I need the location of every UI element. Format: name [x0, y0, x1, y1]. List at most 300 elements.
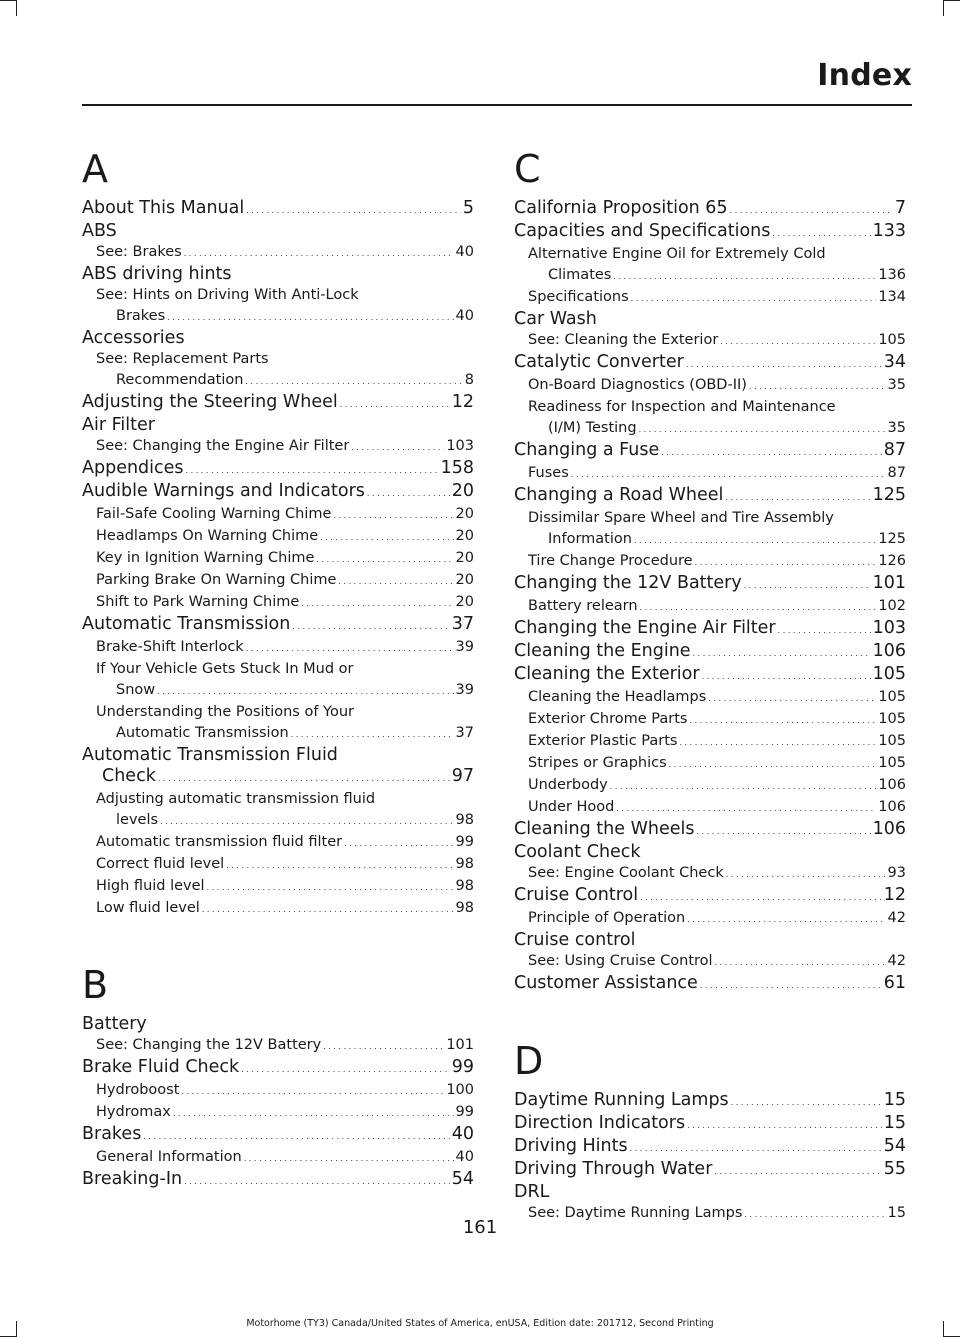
dot-leader — [693, 641, 871, 664]
page-ref: 105 — [872, 664, 906, 684]
index-entry[interactable] — [514, 352, 906, 375]
dot-leader — [157, 680, 453, 702]
page-ref: 7 — [894, 198, 906, 218]
page-number: 161 — [462, 1217, 498, 1238]
entry-text: Brake Fluid Check — [82, 1057, 240, 1077]
dot-leader — [571, 463, 886, 485]
entry-text: Cleaning the Wheels — [514, 819, 695, 839]
entry-text: Check — [102, 766, 156, 786]
section-letter: A — [82, 147, 108, 191]
index-subentry[interactable] — [514, 797, 906, 819]
dot-leader — [226, 854, 453, 876]
dot-leader — [669, 753, 877, 775]
entry-text: Alternative Engine Oil for Extremely Cold — [528, 246, 826, 262]
dot-leader — [143, 1124, 449, 1147]
section-gap — [514, 996, 906, 1022]
dot-leader — [320, 526, 453, 548]
dot-leader — [726, 863, 886, 885]
index-entry[interactable] — [82, 264, 474, 285]
page-ref: 93 — [887, 865, 906, 881]
page-ref: 15 — [883, 1113, 906, 1133]
dot-leader — [640, 596, 877, 618]
entry-text: (I/M) Testing — [548, 420, 637, 436]
entry-text: Battery relearn — [528, 598, 638, 614]
index-subentry[interactable] — [514, 596, 906, 618]
index-entry[interactable] — [82, 458, 474, 481]
dot-leader — [184, 1169, 450, 1192]
index-entry[interactable] — [82, 1014, 474, 1035]
entry-text: Brakes — [116, 308, 166, 324]
entry-text: See: Daytime Running Lamps — [528, 1205, 743, 1221]
index-entry[interactable] — [82, 481, 474, 504]
index-entry[interactable] — [514, 885, 906, 908]
dot-leader — [616, 797, 876, 819]
page-ref: 136 — [878, 267, 906, 283]
entry-text: Driving Through Water — [514, 1159, 713, 1179]
entry-text: If Your Vehicle Gets Stuck In Mud or — [96, 661, 354, 677]
dot-leader — [351, 436, 444, 458]
page-ref: 98 — [455, 812, 474, 828]
index-entry[interactable] — [514, 618, 906, 641]
dot-leader — [695, 551, 877, 573]
index-subentry[interactable] — [514, 397, 906, 440]
entry-text: See: Changing the 12V Battery — [96, 1037, 322, 1053]
entry-text: Adjusting the Steering Wheel — [82, 392, 338, 412]
index-entry[interactable] — [514, 1090, 906, 1113]
page-ref: 42 — [887, 953, 906, 969]
section-gap — [82, 920, 474, 946]
index-entry[interactable] — [82, 392, 474, 415]
entry-text: DRL — [514, 1182, 550, 1202]
page-ref: 61 — [883, 973, 906, 993]
page-ref: 99 — [455, 834, 474, 850]
index-column-left — [82, 130, 474, 1192]
dot-leader — [173, 1102, 454, 1124]
entry-text: Shift to Park Warning Chime — [96, 594, 300, 610]
entry-text: Low fluid level — [96, 900, 200, 916]
index-entry[interactable] — [514, 1159, 906, 1182]
entry-text: Correct fluid level — [96, 856, 225, 872]
entry-text: ABS driving hints — [82, 264, 232, 284]
index-subentry[interactable] — [82, 898, 474, 920]
page-ref: 103 — [872, 618, 906, 638]
entry-text: Catalytic Converter — [514, 352, 684, 372]
dot-leader — [367, 481, 450, 504]
index-subentry[interactable] — [82, 854, 474, 876]
index-subentry[interactable] — [514, 709, 906, 731]
entry-text: Brakes — [82, 1124, 142, 1144]
dot-leader — [160, 810, 454, 832]
index-subentry[interactable] — [82, 1035, 474, 1057]
index-subentry[interactable] — [82, 592, 474, 614]
entry-text: Hydromax — [96, 1104, 171, 1120]
dot-leader — [292, 614, 449, 637]
page-ref: 106 — [878, 777, 906, 793]
entry-text: See: Changing the Engine Air Filter — [96, 438, 350, 454]
dot-leader — [610, 775, 877, 797]
index-entry[interactable] — [514, 309, 906, 330]
dot-leader — [714, 1159, 881, 1182]
index-subentry[interactable] — [82, 570, 474, 592]
page-title: Index — [817, 58, 912, 93]
entry-text: Recommendation — [116, 372, 244, 388]
dot-leader — [749, 375, 886, 397]
dot-leader — [630, 1136, 882, 1159]
entry-text: Tire Change Procedure — [528, 553, 693, 569]
index-subentry[interactable] — [514, 330, 906, 352]
index-entry[interactable] — [514, 641, 906, 664]
index-subentry[interactable] — [82, 1147, 474, 1169]
entry-text: See: Cleaning the Exterior — [528, 332, 719, 348]
page-ref: 35 — [887, 377, 906, 393]
index-entry[interactable] — [514, 819, 906, 842]
page-ref: 34 — [883, 352, 906, 372]
page-ref: 99 — [455, 1104, 474, 1120]
entry-text: High fluid level — [96, 878, 205, 894]
entry-text: Snow — [116, 682, 156, 698]
page-ref: 37 — [451, 614, 474, 634]
index-entry[interactable] — [514, 842, 906, 863]
dot-leader — [158, 766, 450, 789]
index-subentry[interactable] — [82, 702, 474, 745]
index-subentry[interactable] — [82, 242, 474, 264]
section-letter: D — [514, 1039, 544, 1083]
entry-text: Parking Brake On Warning Chime — [96, 572, 337, 588]
entry-text: Underbody — [528, 777, 608, 793]
index-entry[interactable] — [82, 415, 474, 436]
dot-leader — [316, 548, 453, 570]
entry-text: Exterior Plastic Parts — [528, 733, 678, 749]
index-subentry[interactable] — [514, 463, 906, 485]
dot-leader — [679, 731, 876, 753]
page-ref: 42 — [887, 910, 906, 926]
entry-text: Car Wash — [514, 309, 597, 329]
crop-mark — [16, 0, 17, 16]
index-subentry[interactable] — [514, 731, 906, 753]
dot-leader — [634, 529, 876, 551]
dot-leader — [301, 592, 453, 614]
index-subentry[interactable] — [82, 285, 474, 328]
crop-mark — [943, 0, 944, 16]
dot-leader — [700, 973, 882, 996]
page-ref: 20 — [455, 550, 474, 566]
dot-leader — [184, 242, 454, 264]
page-ref: 125 — [878, 531, 906, 547]
crop-mark — [0, 0, 16, 1]
page-ref: 126 — [878, 553, 906, 569]
entry-text: On-Board Diagnostics (OBD-II) — [528, 377, 747, 393]
index-entry[interactable] — [82, 198, 474, 221]
index-entry[interactable] — [514, 1136, 906, 1159]
entry-text: Automatic transmission fluid filter — [96, 834, 343, 850]
dot-leader — [613, 265, 876, 287]
entry-text: Accessories — [82, 328, 185, 348]
page-ref: 40 — [451, 1124, 474, 1144]
entry-text: Fail-Safe Cooling Warning Chime — [96, 506, 332, 522]
entry-text: Key in Ignition Warning Chime — [96, 550, 315, 566]
entry-text: See: Hints on Driving With Anti-Lock — [96, 287, 359, 303]
entry-text: See: Engine Coolant Check — [528, 865, 724, 881]
dot-leader — [661, 440, 881, 463]
page-ref: 54 — [883, 1136, 906, 1156]
page-ref: 98 — [455, 878, 474, 894]
page-ref: 97 — [451, 766, 474, 786]
entry-text: See: Replacement Parts — [96, 351, 269, 367]
index-subentry[interactable] — [82, 526, 474, 548]
index-entry[interactable] — [514, 485, 906, 508]
entry-text: Battery — [82, 1014, 147, 1034]
page-ref: 106 — [872, 641, 906, 661]
entry-text: About This Manual — [82, 198, 245, 218]
index-entry[interactable] — [82, 614, 474, 637]
dot-leader — [207, 876, 454, 898]
page-ref: 20 — [455, 528, 474, 544]
dot-leader — [340, 392, 450, 415]
dot-leader — [333, 504, 453, 526]
footer-edition-info: Motorhome (TY3) Canada/United States of America, enUSA, Edition date: 201712, Second Printing — [246, 1318, 714, 1329]
dot-leader — [244, 1147, 454, 1169]
dot-leader — [708, 687, 876, 709]
dot-leader — [167, 306, 453, 328]
page-ref: 40 — [455, 1149, 474, 1165]
entry-text: Automatic Transmission Fluid — [82, 745, 338, 765]
index-entry[interactable] — [82, 221, 474, 242]
entry-text: General Information — [96, 1149, 242, 1165]
index-subentry[interactable] — [514, 287, 906, 309]
page-ref: 20 — [451, 481, 474, 501]
index-subentry[interactable] — [514, 687, 906, 709]
dot-leader — [778, 618, 871, 641]
index-subentry[interactable] — [514, 508, 906, 551]
index-entry[interactable] — [514, 198, 906, 221]
dot-leader — [631, 287, 877, 309]
index-entry[interactable] — [82, 1124, 474, 1147]
index-entry[interactable] — [82, 1057, 474, 1080]
entry-text: Specifications — [528, 289, 629, 305]
page-ref: 54 — [451, 1169, 474, 1189]
dot-leader — [246, 198, 461, 221]
header-divider — [82, 104, 912, 106]
page-ref: 39 — [455, 682, 474, 698]
page-ref: 15 — [887, 1205, 906, 1221]
entry-text: Headlamps On Warning Chime — [96, 528, 319, 544]
page-ref: 125 — [872, 485, 906, 505]
page-ref: 106 — [878, 799, 906, 815]
dot-leader — [241, 1057, 450, 1080]
entry-text: Cruise Control — [514, 885, 639, 905]
index-entry[interactable] — [514, 973, 906, 996]
entry-text: Principle of Operation — [528, 910, 686, 926]
page-ref: 99 — [451, 1057, 474, 1077]
entry-text: Changing a Fuse — [514, 440, 660, 460]
index-subentry[interactable] — [514, 375, 906, 397]
entry-text: levels — [116, 812, 159, 828]
entry-text: Changing a Road Wheel — [514, 485, 724, 505]
page-ref: 103 — [446, 438, 474, 454]
page-ref: 105 — [878, 689, 906, 705]
entry-text: Readiness for Inspection and Maintenance — [528, 399, 836, 415]
page-ref: 12 — [883, 885, 906, 905]
dot-leader — [246, 637, 454, 659]
dot-leader — [291, 723, 454, 745]
index-subentry[interactable] — [82, 436, 474, 458]
dot-leader — [686, 352, 882, 375]
dot-leader — [725, 485, 870, 508]
index-subentry[interactable] — [82, 832, 474, 854]
entry-text: Under Hood — [528, 799, 615, 815]
dot-leader — [702, 664, 871, 687]
entry-text: Direction Indicators — [514, 1113, 686, 1133]
index-subentry[interactable] — [514, 551, 906, 573]
page-ref: 87 — [887, 465, 906, 481]
index-entry[interactable] — [514, 440, 906, 463]
entry-text: Fuses — [528, 465, 569, 481]
index-column-right — [514, 130, 906, 1225]
page-ref: 40 — [455, 244, 474, 260]
dot-leader — [181, 1080, 444, 1102]
index-entry[interactable] — [82, 1169, 474, 1192]
index-subentry[interactable] — [82, 637, 474, 659]
page-ref: 8 — [464, 372, 474, 388]
entry-text: Breaking-In — [82, 1169, 183, 1189]
page-ref: 102 — [878, 598, 906, 614]
page-ref: 98 — [455, 900, 474, 916]
dot-leader — [720, 330, 876, 352]
index-subentry[interactable] — [82, 789, 474, 832]
index-subentry[interactable] — [514, 244, 906, 287]
page-ref: 105 — [878, 711, 906, 727]
page-ref: 158 — [440, 458, 474, 478]
entry-text: Audible Warnings and Indicators — [82, 481, 365, 501]
entry-text: Automatic Transmission — [116, 725, 289, 741]
entry-text: Exterior Chrome Parts — [528, 711, 688, 727]
entry-text: Cleaning the Exterior — [514, 664, 700, 684]
index-subentry[interactable] — [514, 863, 906, 885]
page-ref: 105 — [878, 733, 906, 749]
index-subentry[interactable] — [82, 548, 474, 570]
dot-leader — [715, 951, 886, 973]
index-entry[interactable] — [514, 221, 906, 244]
dot-leader — [731, 1090, 882, 1113]
dot-leader — [639, 418, 886, 440]
index-subentry[interactable] — [82, 1102, 474, 1124]
index-subentry[interactable] — [514, 775, 906, 797]
entry-text: Automatic Transmission — [82, 614, 291, 634]
entry-text: ABS — [82, 221, 117, 241]
dot-leader — [323, 1035, 444, 1057]
page-ref: 100 — [446, 1082, 474, 1098]
page-ref: 55 — [883, 1159, 906, 1179]
index-subentry[interactable] — [82, 349, 474, 392]
index-entry[interactable] — [514, 1182, 906, 1203]
entry-text: Changing the Engine Air Filter — [514, 618, 776, 638]
entry-text: Changing the 12V Battery — [514, 573, 742, 593]
entry-text: Stripes or Graphics — [528, 755, 667, 771]
entry-text: Cleaning the Engine — [514, 641, 691, 661]
entry-text: Cruise control — [514, 930, 636, 950]
page-ref: 105 — [878, 755, 906, 771]
index-subentry[interactable] — [514, 951, 906, 973]
entry-text: Understanding the Positions of Your — [96, 704, 355, 720]
entry-text: Brake-Shift Interlock — [96, 639, 244, 655]
dot-leader — [687, 908, 885, 930]
dot-leader — [186, 458, 439, 481]
index-subentry[interactable] — [514, 753, 906, 775]
entry-text: Appendices — [82, 458, 184, 478]
entry-text: Adjusting automatic transmission fluid — [96, 791, 376, 807]
section-letter: C — [514, 147, 541, 191]
index-entry[interactable] — [82, 745, 474, 789]
crop-mark — [944, 0, 960, 1]
index-entry[interactable] — [82, 328, 474, 349]
index-subentry[interactable] — [82, 876, 474, 898]
dot-leader — [245, 370, 462, 392]
dot-leader — [687, 1113, 882, 1136]
index-subentry[interactable] — [82, 659, 474, 702]
page-ref: 15 — [883, 1090, 906, 1110]
page-ref: 20 — [455, 506, 474, 522]
dot-leader — [689, 709, 876, 731]
page-ref: 39 — [455, 639, 474, 655]
index-subentry[interactable] — [514, 908, 906, 930]
entry-text: Air Filter — [82, 415, 155, 435]
dot-leader — [730, 198, 893, 221]
page-ref: 101 — [872, 573, 906, 593]
entry-text: Cleaning the Headlamps — [528, 689, 707, 705]
index-entry[interactable] — [514, 664, 906, 687]
index-subentry[interactable] — [82, 1080, 474, 1102]
entry-text: See: Using Cruise Control — [528, 953, 713, 969]
entry-text: Dissimilar Spare Wheel and Tire Assembly — [528, 510, 834, 526]
page-ref: 40 — [455, 308, 474, 324]
entry-text: Coolant Check — [514, 842, 641, 862]
page-ref: 106 — [872, 819, 906, 839]
entry-text: Daytime Running Lamps — [514, 1090, 729, 1110]
page-ref: 20 — [455, 594, 474, 610]
dot-leader — [696, 819, 870, 842]
page-ref: 37 — [455, 725, 474, 741]
entry-text: See: Brakes — [96, 244, 182, 260]
page-ref: 20 — [455, 572, 474, 588]
entry-text: California Proposition 65 — [514, 198, 728, 218]
dot-leader — [640, 885, 882, 908]
page-ref: 5 — [462, 198, 474, 218]
page-ref: 12 — [451, 392, 474, 412]
entry-text: Driving Hints — [514, 1136, 628, 1156]
page-ref: 35 — [887, 420, 906, 436]
entry-text: Customer Assistance — [514, 973, 698, 993]
index-entry[interactable] — [514, 1113, 906, 1136]
entry-text: Hydroboost — [96, 1082, 180, 1098]
dot-leader — [338, 570, 453, 592]
page-ref: 105 — [878, 332, 906, 348]
dot-leader — [344, 832, 453, 854]
page-ref: 101 — [446, 1037, 474, 1053]
page-ref: 134 — [878, 289, 906, 305]
page-ref: 87 — [883, 440, 906, 460]
index-entry[interactable] — [514, 573, 906, 596]
index-entry[interactable] — [514, 930, 906, 951]
dot-leader — [202, 898, 454, 920]
entry-text: Information — [548, 531, 632, 547]
index-subentry[interactable] — [82, 504, 474, 526]
page-ref: 133 — [872, 221, 906, 241]
section-letter: B — [82, 963, 109, 1007]
entry-text: Capacities and Specifications — [514, 221, 771, 241]
page-ref: 98 — [455, 856, 474, 872]
dot-leader — [744, 573, 871, 596]
dot-leader — [772, 221, 870, 244]
